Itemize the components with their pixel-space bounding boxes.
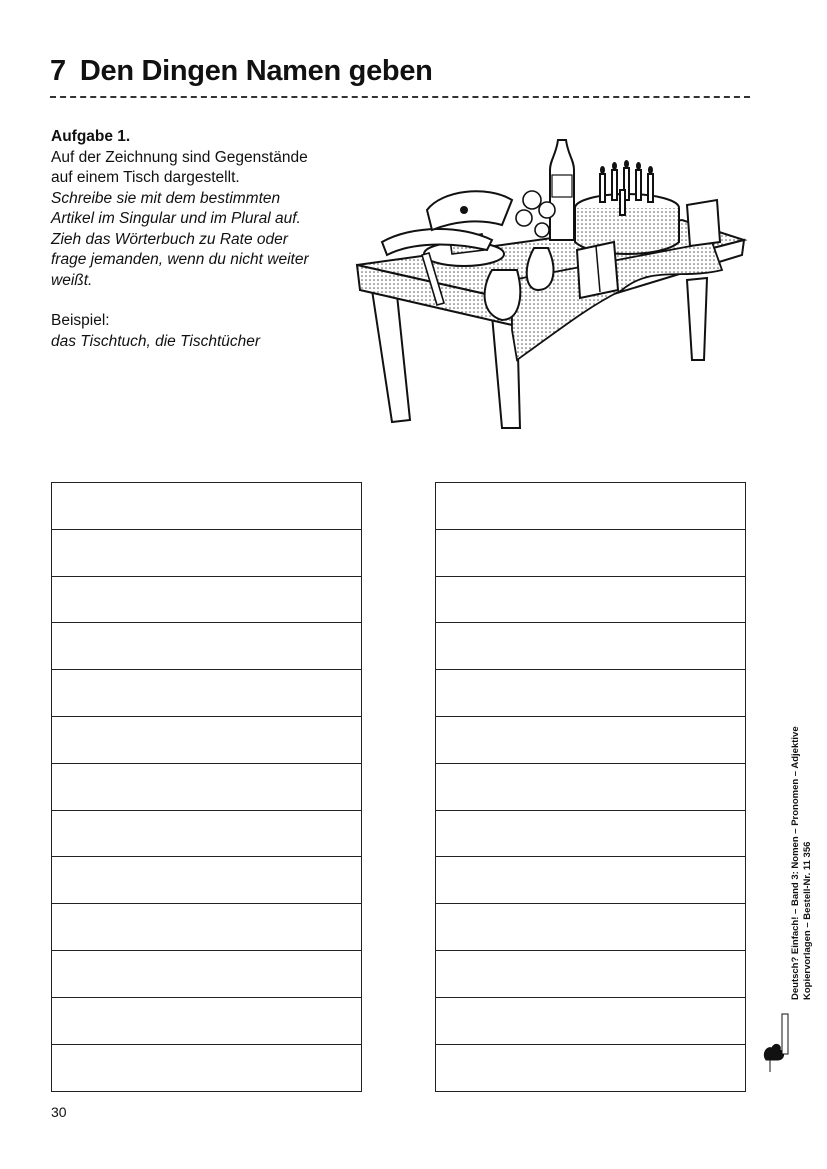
table-illustration bbox=[352, 130, 752, 430]
side-note-line: Deutsch? Einfach! – Band 3: Nomen – Pronomen – Adjektive bbox=[790, 726, 801, 1000]
task-instruction-line: weißt. bbox=[51, 271, 93, 289]
writing-line[interactable] bbox=[52, 717, 361, 764]
writing-line[interactable] bbox=[52, 1045, 361, 1092]
writing-line[interactable] bbox=[436, 811, 745, 858]
answer-column-right bbox=[435, 482, 746, 1092]
answer-column-left bbox=[51, 482, 362, 1092]
writing-line[interactable] bbox=[52, 483, 361, 530]
task-instruction-line: frage jemanden, wenn du nicht weiter bbox=[51, 251, 309, 268]
task-line: auf einem Tisch dargestellt. bbox=[51, 169, 240, 186]
publisher-logo bbox=[762, 1010, 792, 1072]
writing-line[interactable] bbox=[52, 577, 361, 624]
task-instruction-line: Artikel im Singular und im Plural auf. bbox=[51, 210, 301, 227]
writing-line[interactable] bbox=[436, 951, 745, 998]
task-instruction-line: Zieh das Wörterbuch zu Rate oder bbox=[51, 230, 288, 248]
writing-line[interactable] bbox=[436, 530, 745, 577]
side-note-line: Kopiervorlagen – Bestell-Nr. 11 356 bbox=[802, 841, 813, 1000]
task-line: Auf der Zeichnung sind Gegenstände bbox=[51, 148, 308, 166]
writing-line[interactable] bbox=[436, 577, 745, 624]
chapter-number: 7 bbox=[50, 55, 66, 87]
writing-line[interactable] bbox=[52, 530, 361, 577]
writing-line[interactable] bbox=[52, 670, 361, 717]
page-number: 30 bbox=[51, 1104, 67, 1120]
writing-line[interactable] bbox=[436, 670, 745, 717]
writing-line[interactable] bbox=[436, 623, 745, 670]
writing-line[interactable] bbox=[52, 857, 361, 904]
writing-line[interactable] bbox=[436, 904, 745, 951]
example-text: das Tischtuch, die Tischtücher bbox=[51, 332, 261, 350]
dashed-divider bbox=[50, 96, 750, 98]
writing-line[interactable] bbox=[436, 483, 745, 530]
writing-line[interactable] bbox=[52, 998, 361, 1045]
writing-line[interactable] bbox=[52, 623, 361, 670]
writing-line[interactable] bbox=[52, 764, 361, 811]
task-instruction-line: Schreibe sie mit dem bestimmten bbox=[51, 189, 281, 207]
writing-line[interactable] bbox=[436, 1045, 745, 1092]
chapter-title: Den Dingen Namen geben bbox=[79, 55, 433, 87]
writing-line[interactable] bbox=[436, 998, 745, 1045]
writing-line[interactable] bbox=[436, 764, 745, 811]
task-instructions bbox=[51, 127, 351, 352]
writing-line[interactable] bbox=[52, 951, 361, 998]
page-title bbox=[50, 55, 433, 88]
example-label: Beispiel: bbox=[51, 312, 110, 329]
writing-line[interactable] bbox=[52, 904, 361, 951]
publisher-side-note bbox=[790, 726, 814, 1000]
writing-line[interactable] bbox=[436, 717, 745, 764]
writing-line[interactable] bbox=[436, 857, 745, 904]
writing-line[interactable] bbox=[52, 811, 361, 858]
task-heading: Aufgabe 1. bbox=[51, 128, 131, 145]
